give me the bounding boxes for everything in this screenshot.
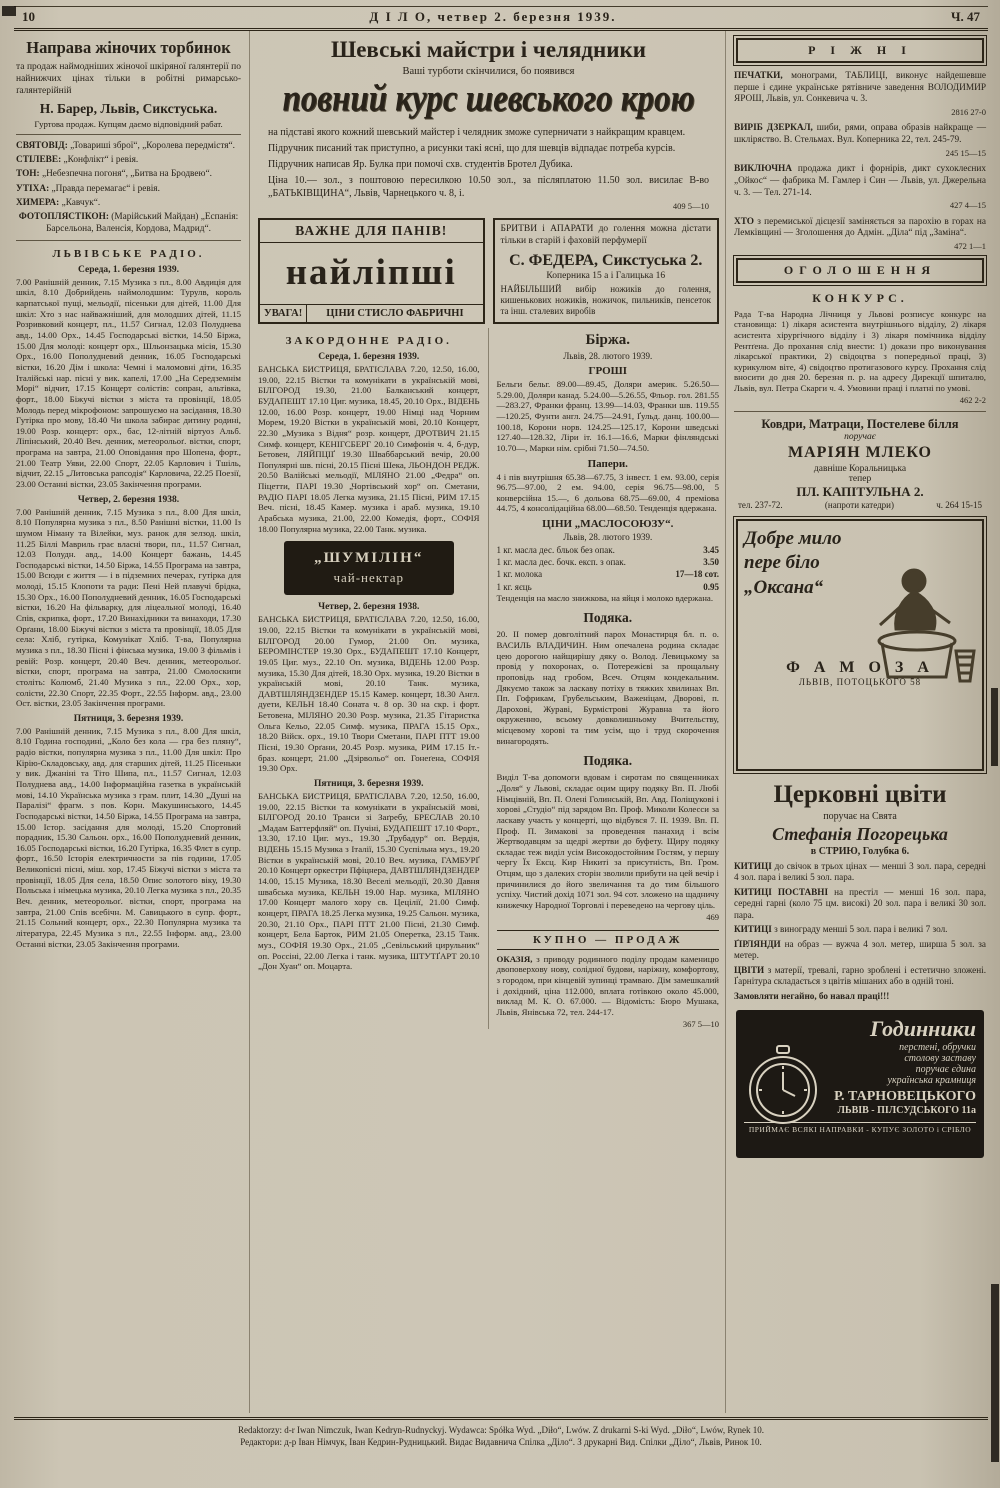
cinema-shows: „Кавчук“.: [61, 197, 101, 208]
price-row: [497, 581, 720, 593]
radio-day-listing: 7.00 Ранішній денник, 7.15 Музика з пл., 8.00 Авдиція для шкіл, 8.10 Добрийдень наймолодшим: Турулв, король карпатської пущі, мельодії, пісеньки для дітей, 11.00 Для шкіл: Хто з нас найважніший, для молодших дітей, 11.15 Розривковий концерт, пл., 11.57 Сигнал, 12.03 Полуднева авд., 14.00 Орх., 14.45 Господарські вістки, 14.50 Біржа, 15.00 Для молоді: концерт орх., Шльонзацька місія, 15.30 Орх., 16.00 Пополудневий денник, 16.05 Господарські вістки, 16.20 Дім і школа: Чемні і маломовні діти, 16.35 Італійські нар. пісні у вик. капелі, 17.00 „На Середземнім Морі“ відчит, 17.15 Концерт солістів: сопран, альтівка, форт., 18.00 Біжучі вістки з міста та провінції, 18.05 Молодь перед мікрофоном: запрошуємо на засідання, 18.30 Гутірка про мову, 18.40 Чи школа забирає дитину родині, 19.00 Розр. концерт: орх., бас, 12-літній віртуоз Альб. Ліпінський, 20.40 Веч. денник, метеорольоґ. вістки, спорт, програма на завтра, 21.00 Оповідання про Шопена, форт., 21.00 Театр Уяви, 22.00 Спорт, 22.05 Карлович і Тшіль, відчит, 22.15 „Литовська рапсодія“ Карловича, 22.25 Поезії, 23.00 Останні вістки, 23.05 Закінчення програми.: [16, 276, 241, 489]
cinema-listings: [16, 140, 241, 235]
competition-notice: [734, 291, 986, 405]
radio-day-heading: Середа, 1. березня 1939.: [78, 264, 179, 275]
flower-offer: [734, 887, 986, 922]
classified-ad: [734, 123, 986, 158]
flowers-call-to-action: Замовляти негайно, бо навал праці!!!: [734, 990, 890, 1001]
purse-ad-name: Н. Барер, Львів, Сикстуська.: [39, 100, 218, 116]
offer-lead: ҐІРЛЯНДИ: [734, 938, 781, 949]
shoe-ad-price: [268, 174, 709, 212]
flowers-address: в СТРИЮ, Голубка 6.: [810, 845, 910, 857]
shoe-ad-body: Підручник писаний так приступно, а рисунки такі ясні, що для шевців відпадає потреба курсів.: [268, 143, 676, 154]
watch-ad-footer: ПРИЙМАЄ ВСЯКІ НАПРАВКИ - КУПУЄ ЗОЛОТО і СРІБЛО: [744, 1122, 976, 1134]
ad-reference-number: 409 5—10: [672, 201, 709, 211]
gratitude-title: Подяка.: [583, 610, 633, 626]
mid-sub-columns: [258, 328, 719, 1028]
flower-offer: [734, 939, 986, 962]
flowers-title: Церковні цвіти: [773, 780, 947, 808]
soap-slogan-line: Добре мило: [744, 527, 842, 549]
vazhne-strip: [260, 304, 483, 322]
scan-smudge: [2, 6, 16, 16]
ad-lead-word: ВИРІБ ДЗЕРКАЛ,: [734, 123, 813, 134]
watch-shop-name: Р. ТАРНОВЕЦЬКОГО: [834, 1089, 976, 1105]
price-value: 3.50: [703, 557, 719, 568]
ad-text: продажа дикт і форнірів, дикт сухоклеєних „Ойкос“ — фабрика М. Гамлер і Син — Львів, ул. Джерельна ч. 3. — Тел. 271-14.: [734, 164, 986, 198]
ad-reference-number: 367 5—10: [682, 1018, 719, 1029]
ad-lead-word: ОКАЗІЯ,: [496, 953, 533, 964]
ad-reference-number: 245 15—15: [945, 147, 986, 158]
masthead-title: Д І Л О, четвер 2. березня 1939.: [369, 9, 617, 24]
watch-ad-title: Годинники: [869, 1016, 976, 1042]
important-for-men-ad: [258, 218, 485, 324]
offer-lead: КИТИЦІ ПОСТАВНІ: [734, 886, 829, 897]
ad-reference-number: 2816 27-0: [951, 106, 986, 117]
gratitude-text: 20. II помер довголітний парох Монастирця бл. п. о. ВАСИЛЬ ВЛАДИЧИН. Ним опечалена родина складає цею дорогою найщирішу дяку о. Волод. Левицькому за провід у похоронах, о. Потережієві за прощальну проповідь над гробом, Всеч. Отцям кондекальним. Дякуємо також за ласкаву потіху в тяжких хвилинах Вп. Пп. Гофрикам, Грубельським, Важеніцам, Дворові, п. Дарохові, Жураві, Бурмістрові Журавна та його окруженню, всьому довколишньому Вчительству, місцевому хорові та тим усім, що і труд скорочення винагородять.: [496, 629, 719, 746]
scan-smudge: [991, 1284, 999, 1462]
famoza-soap-ad: [736, 519, 984, 771]
ad-reference-number: 472 1—1: [954, 240, 986, 251]
flower-offer: [734, 924, 986, 936]
mleko-address: ПЛ. КАПІТУЛЬНА 2.: [796, 483, 924, 499]
price-row: [497, 568, 720, 580]
shoemaker-course-ad: [258, 37, 719, 212]
rizni-section-header: Р І Ж Н І: [736, 38, 984, 63]
mleko-formerly: давніше Коральницька: [813, 463, 907, 474]
vazhne-prices: ЦІНИ СТИСЛО ФАБРИЧНІ: [326, 308, 464, 320]
radio-day-listing: БАНСЬКА БИСТРИЦЯ, БРАТІСЛАВА 7.20, 12.50, 16.00, 19.00, 22.15 Вістки та комунікати в українській мові, БІЛГОРОД 19.30, 21.00 Балканський концерт, БУДАПЕШТ 17.10 Циг. музика, 18.45, 20.10 Орх., ВІДЕНЬ 12.00, 16.00 Розр. концерт, 19.00 Німці над Чорним Морем, 19.20 Вістки в українській мові, 20.10 Концерт, 22.30 „Музика з Відня“ розр. концерт, ДРОТВИЧ 21.15 Симф. концерт, КЕНІГСБЕРГ 20.10 Симфонія ч. 4, б-дур, Бетовен, ЛЯЙПЦІҐ 19.30 Шваббарський вечір, 20.00 Популярні шв. пісні, 20.15 Пісні Шека, ЛЬОНДОН РЕДЖ. 20.50 Валійські мельодії, МІЛЯНО 21.00 „Федра“ оп. Піцетти, ПАРІ 19.30 „Чортівський хор“ оп. Сметани, РАДІО ПАРІ 18.05 Легка музика, 21.15 Пісні, РИМ 17.15 Веч. пісні, 18.45 Камер. музика і араб. музика, 19.10 Арабська музика, 21.00, 22.00 Комедія, форт., СОФІЯ 18.00 Популярна музика, 22.00 Танк. музика.: [258, 364, 480, 534]
flowers-seller-name: Стефанія Погорецька: [772, 823, 948, 844]
radio-day-heading: Четвер, 2. березня 1938.: [318, 602, 420, 613]
famoza-brand: Ф А М О З А: [786, 658, 934, 676]
gratitude-title: Подяка.: [583, 753, 633, 769]
classified-ad: [734, 164, 986, 210]
column-middle: [250, 31, 726, 1413]
divider: [16, 134, 241, 135]
cinema-venue: ФОТОПЛЯСТІКОН:: [18, 211, 109, 222]
offer-lead: ЦВІТИ: [734, 964, 765, 975]
shumilin-tea-ad: [284, 541, 454, 595]
page-number: 10: [22, 9, 35, 24]
radio-day-listing: БАНСЬКА БИСТРИЦЯ, БРАТІСЛАВА 7.20, 12.50, 16.00, 19.00, 22.15 Вістки та комунікати в українській мові, БІЛГОРОД 20.00 Гумор, 21.00 Оп. музика, БЕРОМІНСТЕР 19.30 Орх., БУДАПЕШТ 17.10 Концерт, 19.05 Циг. муз., 22.10 Оп. музика, ВІДЕНЬ 12.00 Розр. музика, 15.30 Для дітей, 18.30 Орх. музика, 19.20 Вістки в українській мові, 20.10 Танк. музика, ДАВТШЛЯНДЗЕНДЕР 15.15 Камер. концерт, 18.30 Англ. дуети, КЕЛЬН 18.40 Соната ч. 8 ор. 30 на скр. і форт. Бетовена, МІЛЯНО 20.30 Розр. музика, 21.35 Гітаристка Ольга Кельо, 22.05 Симф. музика, ПРАГА 15.15 Орх., 18.20 Війск. орх., 19.10 Твори Сметани, ПАРІ ПТТ 19.00 Пісні, 19.30 Орґани, 20.45 Розр. музика, РИМ 17.15 Іт.-браз. концерт, 21.00 „Дзірвольо“ оп. Гонеґена, СОФІЯ 19.30 Орх.: [258, 614, 480, 774]
radio-day-heading: Середа, 1. березня 1939.: [318, 352, 420, 363]
flower-offer: [734, 861, 986, 884]
shoe-ad-headline: Шевські майстри і челядники: [330, 37, 647, 62]
ad-text: шиби, рями, оправа образів найкраще — шкліряство. В. Стельмах. Вул. Коперника 22, тел. 245-79.: [734, 123, 987, 146]
maslosoyuz-prices: [497, 518, 720, 603]
cinema-venue: ТОН:: [16, 169, 40, 180]
ad-lead-word: ХТО: [734, 216, 755, 227]
mleko-now: тепер: [848, 473, 872, 484]
flowers-subtitle: поручає на Свята: [823, 810, 897, 822]
lviv-radio-title: ЛЬВІВСЬКЕ РАДІО.: [52, 247, 205, 260]
ad-lead-word: ПЕЧАТКИ,: [734, 71, 783, 81]
offer-text: з винограду менші 5 зол. пара і великі 7 зол.: [774, 924, 948, 935]
mleko-phone: тел. 237-72.: [738, 499, 783, 510]
mleko-note: (напроти катедри): [824, 499, 894, 510]
mleko-offers: поручає: [844, 431, 876, 442]
radio-day-heading: Пятниця, 3. березня 1939.: [313, 778, 424, 789]
gratitude-notice-2: [497, 753, 720, 921]
offer-text: з матерії, тревалі, гарно зроблені і естетично зложені. Ґарнітура складається з цвітів мішаних або в одній тоні.: [734, 964, 986, 987]
cinema-line: [16, 183, 241, 195]
federa-address: Коперника 15 а і Галицька 16: [546, 270, 666, 281]
price-label: 1 кг. яєць: [496, 581, 532, 592]
maslosoyuz-title: ЦІНИ „МАСЛОСОЮЗУ“.: [542, 518, 674, 531]
issue-number: Ч. 47: [950, 9, 980, 24]
vazhne-display-word: найліпші: [285, 252, 457, 294]
mleko-products: Ковдри, Матраци, Постелеве білля: [761, 416, 959, 431]
ad-text: монограми, ТАБЛИЦІ, виконує найдешевше перше і єдине українське рятівниче заведення ВОЛОДИМИР ЯРОШ, Львів, ул. Сонкевича ч. 3.: [734, 71, 987, 105]
mid-ad-boxes: [258, 218, 719, 324]
cinema-shows: (Марійський Майдан) „Еспанія: Барсельона, Валенсія, Кордова, Мадрид“.: [46, 211, 239, 234]
cinema-line: [16, 154, 241, 166]
offer-text: на образ — вужча 4 зол. метер, ширша 5 зол. за метер.: [734, 938, 987, 961]
purse-ad-title: Направа жіночих торбинок: [26, 38, 231, 57]
federa-body: НАЙБІЛЬШИЙ вибір ножиків до голення, кишенькових ножиків, ножичок, пильників, пенсеток та інш. сталевих виробів: [500, 283, 711, 317]
price-row: [497, 544, 720, 556]
classified-ad: [734, 71, 986, 117]
ad-text: з приводу родинного поділу продам каменицю двоповерхову нову, солідної будови, наріжну, комфортову, з городом, при кінцевій зупинці трамваю. Дім замешкалий і дохідний, ціна 112.000, вплата готівкою около 45.000, виклад М. К. О. 67.000. — Відомість: Бюро Мушака, Львів, Янівська 72, тел. 244-17.: [496, 953, 719, 1017]
currency-rates: Бельги бельг. 89.00—89.45, Доляри америк. 5.26.50—5.29.00, Доляри канад. 5.24.00—5.26.55, Фльор. гол. 281.55—283.27, Франки франц. 13.99—14.03, Франки шв. 119.55—120.25, Фунти англ. 24.75—24.91, Ґульд. данц. 100.00—100.18, Корони норв. 124.25—125.17, Корони шведські 127.40—128.32, Ліри іт. 16.1—16.6, Марки фінляндські 10.70—, Марки нім. срібні 71.50—74.50.: [496, 379, 719, 453]
purse-repair-ad: [16, 38, 241, 129]
column-right: [726, 31, 988, 1413]
gratitude-notice-1: [497, 610, 720, 746]
cinema-venue: УТІХА:: [16, 183, 50, 194]
cinema-shows: „Конфлікт“ і ревія.: [63, 155, 139, 166]
imprint-line-ukrainian: Редактори: д-р Іван Німчук, Іван Кедрин-Рудницький. Видає Видавнича Спілка „Діло“. З друкарні Вид. Спілки „Діло“, Львів, Ринок 10.: [240, 1437, 762, 1448]
cinema-shows: „Товариші зброї“, „Королева передмістя“.: [70, 141, 236, 152]
purse-ad-body: та продаж наймодніших жіночої шкіряної ґалянтерії по найнижчих цінах тільки в робітні римарсько-ґалянтерійній: [16, 62, 241, 96]
church-flowers-ad: [734, 781, 986, 1003]
watch-shop-address: ЛЬВІВ - ПІЛСУДСЬКОГО 11а: [837, 1105, 976, 1117]
imprint: [14, 1417, 988, 1448]
ad-reference-number: ч. 264 15-15: [936, 499, 982, 510]
competition-text: Рада Т-ва Народна Лічниця у Львові розписує конкурс на становища: 1) лікаря асистента внутрішнього відділу, 2) лікаря асистента хірургічного відділу і 3) лікаря помічника відділу Рентґена. До прохання слід внести: 1) докази про виконування лікарської практики, 2) свідоцтва з попередньої праці, 3) курикулюм віте, 4) свідоцтво протигазового курсу. Прохання слід вносити до дня 20. березня п. р. на адресу Дирекції шпиталю, Львів, вул. Петра Скарги ч. 4. Умовини праці і платні по умові.: [734, 308, 986, 394]
maslosoyuz-date: Львів, 28. лютого 1939.: [563, 532, 653, 543]
cinema-venue: СТІЛЕВЕ:: [16, 155, 62, 166]
offer-text: на престіл — менші 16 зол. пара, середні гарні (коло 75 цм. високі) 20 зол. пара і великі 30 зол. пара.: [734, 886, 986, 920]
vazhne-uvaha: УВАГА!: [260, 305, 307, 322]
flower-offer: [734, 965, 986, 988]
competition-title: КОНКУРС.: [812, 290, 908, 305]
securities-heading: Папери.: [587, 457, 628, 470]
currency-heading: ГРОШІ: [588, 365, 628, 378]
ad-lead-word: ВИКЛЮЧНА: [734, 164, 792, 175]
radio-day-listing: 7.00 Ранішній денник, 7.15 Музика з пл., 8.00 Для шкіл, 8.10 Популярна музика з пл., 8.50 Ранішні вістки, 11.00 Із шумом Німану та Вілейки, муз. ранок для зелзод. шкіл, 11.25 Біллі Мавриль грає власні твори, пл., 11.57 Сигнал, 12.03 Полудн. авд., 14.00 Концерт бажань, 14.45 Господарські вістки, 14.50 Біржа, 14.55 Програма на завтра, 15.00 Всюди є життя — і в підземних печерах, гутірка для молоді, 15.15 Клопоти та ради: Пені Ней плавучі брідка, 15.30 Орх., 16.00 Пополудневий денник, 16.05 Господарські вістки, 16.20 На фільварку, для ліцеальної молоді, 16.40 Спів, скрипка, форт., 17.20 Винахідники та винаходи, 17.30 Орґани, 18.00 Біжучі вістки з міста та провінції, 18.05 Для села: Хліб, гутірка, Комунікат Хліб. Т-ва, Популярна музика з пл., 18.30 Пісні і фінська музика, 19.00 З фільмів і ревій: Розр. концерт, 20.40 Веч. денник, метеорольоґ. вістки, спорт, програма на завтра, 21.00 Смолоскипи століть: Колюмб, 21.40 Музика з пл., 22.00 Орх., хор, солісти, 22.30 Спорт, 22.35 Форт., 22.55 Інформ. авд., 23.00 Ост. вістки, 23.05 Закінчення програми.: [16, 506, 241, 709]
cinema-line: [16, 197, 241, 209]
watch-ad-line: поручає єдина: [915, 1064, 976, 1076]
soap-slogan-line: пере біло: [744, 552, 820, 574]
column-left: [14, 31, 250, 1413]
federa-intro: БРИТВИ і АПАРАТИ до голення можна дістати тільки в старій і фаховій перфумерії: [500, 224, 711, 246]
exchange-title: Біржа.: [585, 332, 631, 349]
watchmaker-ad: [736, 1010, 984, 1158]
exchange-date: Львів, 28. лютого 1939.: [563, 351, 653, 362]
watch-ad-line: українська крамниця: [887, 1075, 976, 1087]
masthead: [14, 6, 988, 31]
divider: [16, 240, 241, 241]
price-label: 1 кг. масла дес. бльок без опак.: [496, 545, 615, 556]
lviv-radio-program: [16, 248, 241, 949]
famoza-address: ЛЬВІВ, ПОТОЦЬКОГО 58: [798, 676, 922, 687]
ad-reference-number: 469: [706, 911, 719, 922]
washing-woman-illustration: [862, 555, 978, 705]
buy-sell-section: [497, 930, 720, 1029]
cinema-venue: СВЯТОВІД:: [16, 141, 68, 152]
watch-ad-line: столову заставу: [904, 1053, 976, 1065]
offer-text: до свічок в трьох цінах — менші 3 зол. пара, середні 4 зол. пара і великі 5 зол. пара.: [734, 860, 986, 883]
mleko-name: МАРІЯН МЛЕКО: [788, 443, 932, 461]
watch-ad-line: перстені, обручки: [899, 1042, 976, 1054]
foreign-radio-title: ЗАКОРДОННЕ РАДІО.: [285, 335, 452, 348]
cinema-shows: „Правда перемагає“ і ревія.: [51, 183, 160, 194]
maslosoyuz-note: Тенденція на масло знижкова, на яйця і молоко вдержана.: [496, 592, 714, 603]
federa-name: С. ФЕДЕРА, Сикстуська 2.: [509, 251, 703, 269]
cinema-line: [16, 168, 241, 180]
cinema-line: [16, 211, 241, 235]
shoe-ad-display-title: повний курс шевського крою: [282, 78, 695, 120]
scan-smudge: [991, 688, 998, 766]
buy-sell-ad: [497, 954, 720, 1018]
radio-day-heading: Четвер, 2. березня 1938.: [77, 494, 180, 505]
shoe-ad-price-text: Ціна 10.— зол., з поштовою пересилкою 10.50 зол., за післяплатою 11.50 зол. висилає В-во „БАТЬКІВЩИНА“, Львів, Чарнецького ч. 8, і.: [268, 175, 709, 199]
buy-sell-heading: КУПНО — ПРОДАЖ: [497, 930, 720, 950]
radio-day-listing: 7.00 Ранішній денник, 7.15 Музика з пл., 8.00 Для шкіл, 8.10 Година господині, „Коло без кола — гра без пляну“, радіо вістки, популярна музика з пл., 11.00 Для шкіл: Про Кірію-Складовську, авд. для старших дітей, 11.25 Пісеньки у вик. Джаніні та Тіто Шипа, пл., 11.57 Сигнал, 12.03 Полуднева авд., 14.00 Інформаційна газетка в українській мові, 14.10 Українська музика з грам. плит, 14.30 „Душі на Паралізі“ фрагм. з пов. Корн. Макушинського, 14.45 Господарські вістки, 14.50 Біржа, 14.55 Програма на завтра, 15.00 Істор. засідання для молоді, 15.20 Спортовий порадник, 15.30 Сальон. орх., 16.00 Пополудневий денник, 16.05 Господарські вістки, 16.20 Гутірка, 16.35 Флєт в супр. форт., 16.50 Історія електричности за пів години, 17.05 Великопісні пісні, міш. хор, 17.45 Біжучі вістки з міста та провінції, 18.05 Для села, 18.50 Опис золотого віку, 19.30 Польська і німецька музика, 20.10 Легка музика з пл., 20.35 Веч. денник, метеорольоґ. вістки, спорт, програма на завтра, 21.00 Спів всебічн. М. Савицького в супр. форт., 21.15 Сольний концерт, орх., 22.30 Популярна музика та література, 22.45 Музика з пл., 22.55 Інформ. авд., 23.00 Останні вістки, 23.05 Закінчення програми.: [16, 725, 241, 949]
announcements-section-header: ОГОЛОШЕННЯ: [736, 258, 984, 283]
radio-day-listing: БАНСЬКА БИСТРИЦЯ, БРАТІСЛАВА 7.20, 12.50, 16.00, 19.00, 22.15 Вістки та комунікати в українській мові, БІЛГОРОД 20.10 Транси зі Заґребу, БРЕСЛАВ 20.10 „Мадам Баттерфляй“ оп. Пучіні, БУДАПЕШТ 17.10 Форт., 13.30, 17.10 Циг. муз., 19.30 „Трубадур“ оп. Вердія, ВІДЕНЬ 15.15 Музика з Італії, 15.30 Суспільна муз., 19.20 Вістки в українській мові, 20.10 Веч. музика, ГАМБУРҐ 20.10 Концерт оркестри Пфіцнера, ДАВТШЛЯНДЗЕНДЕР 14.00, 15.15 Музика, 18.30 Веселі мельодії, 20.30 Давня швабська музика, КЕЛЬН 19.00 Нар. музика, МІЛЯНО 17.00 Концерт малого хору св. Цецілії, 21.00 Симф. концерт, ПРАГА 18.25 Легка музика, 19.25 Сальон. музика, 20.30, 21.10 Орх., ПАРІ ПТТ 21.00 Пісні, 21.30 Симф. концерт, Бела Барток, РИМ 21.05 Оперетка, 23.15 Танк. муз., СОФІЯ 19.30 Орх., 21.05 „Севільський цирульник“ оп. Россіні, 22.00 Легка і танк. музика, ШТУТҐАРТ 20.10 „Дон Хуан“ оп. Моцарта.: [258, 790, 480, 972]
shoe-ad-lede: Ваші турботи скінчилися, бо появився: [402, 66, 575, 77]
shumilin-brand: „ШУМІЛІН“: [314, 550, 424, 567]
ad-reference-number: 427 4—15: [949, 200, 986, 211]
price-value: 17—18 сот.: [675, 569, 719, 580]
vazhne-header: ВАЖНЕ ДЛЯ ПАНІВ!: [260, 220, 483, 243]
price-label: 1 кг. молока: [496, 569, 543, 580]
radio-day-heading: Пятниця, 3. березня 1939.: [73, 713, 184, 724]
gratitude-text: Виділ Т-ва допомоги вдовам і сиротам по священниках „Доля“ у Львові, складає оцим щиру подяку Вп. П. Любі Німцівній, Вп. П. Олені Голинській, Вп. Авд. Поліщукові і хорові „Студіо“ під зарядом Вп. Проф. Миколи Колесси за ласкаву участь у концерті, що відбувся 7. II. 1939. Вп. П. Проф. П. Зимакові за проведення панахид і всім Жертводавцям за щедрі жертви до буфету. Щиру подяку складає теж виділ усім Високодостойним Гостям, у першу чергу Їх Ексц. Кир Никиті за присутність, Вп. Гром. Отцям, що з далеких сторін зволили прибути на цей вечір і причинилися до його звеличання та до тим більшого успіху. Чистий дохід 1071 зол. 94 сот. зложено на щадничу книжечку Народної Торговлі і переведено на чергову ціль.: [496, 772, 719, 911]
cinema-venue: ХИМЕРА:: [16, 197, 60, 208]
purse-ad-footer: Гуртова продаж. Купцям даємо відповідний рабат.: [34, 118, 223, 129]
price-value: 3.45: [703, 545, 719, 556]
price-row: [497, 556, 720, 568]
securities-rates: 4 і пів внутрішня 65.38—67.75, 3 інвест. 1 ем. 93.00, серія 96.75—97.00, 2 ем. 94.00, серія 96.75—98.00, 5 конверсійна 15.—, 6 дольова 68.75—69.00, 4 преміова 44.75, 4 консолідаційна 68.00—68.50. Тенденція вдержана.: [496, 471, 719, 514]
page-columns: [14, 31, 988, 1413]
shoe-ad-body: на підставі якого кожний шевський майстер і челядник зможе суперничати з найкращим кравцем.: [268, 127, 686, 138]
shumilin-product: чай-нектар: [333, 570, 405, 586]
price-label: 1 кг. масла дес. бочк. експ. з опак.: [496, 557, 626, 568]
shoe-ad-body: Підручник написав Яр. Булка при помочі схв. студентів Бротел Дубика.: [268, 159, 573, 170]
price-value: 0.95: [703, 581, 719, 592]
mleko-footer: [734, 500, 986, 510]
offer-lead: КИТИЦІ: [734, 924, 772, 935]
cinema-line: [16, 140, 241, 152]
cinema-shows: „Небезпечна погоня“, „Битва на Бродвею“.: [41, 169, 212, 180]
offer-lead: КИТИЦІ: [734, 860, 772, 871]
ad-text: з перемиської дієцезії заміняється за парохію в горах на Лемківщині — Зголошення до Адмін. „Діла“ під „Заміна“.: [734, 216, 987, 239]
pocket-watch-icon: [746, 1044, 820, 1130]
classified-ad: [734, 217, 986, 252]
stock-exchange: [497, 332, 720, 514]
mleko-bedding-ad: [734, 411, 986, 510]
ad-reference-number: 462 2-2: [959, 394, 986, 405]
imprint-line-polish: Redaktorzy: d-r Iwan Nimczuk, Iwan Kedryn-Rudnyckyj. Wydawca: Spółka Wyd. „Diło“, Lwów. Z drukarni S-ki Wyd. „Diło“, Lwów, Rynek 10.: [238, 1425, 764, 1435]
soap-brand-oksana: „Оксана“: [744, 577, 824, 599]
foreign-radio-column: [258, 328, 489, 1028]
federa-perfumery-ad: [493, 218, 720, 324]
exchange-column: [489, 328, 720, 1028]
